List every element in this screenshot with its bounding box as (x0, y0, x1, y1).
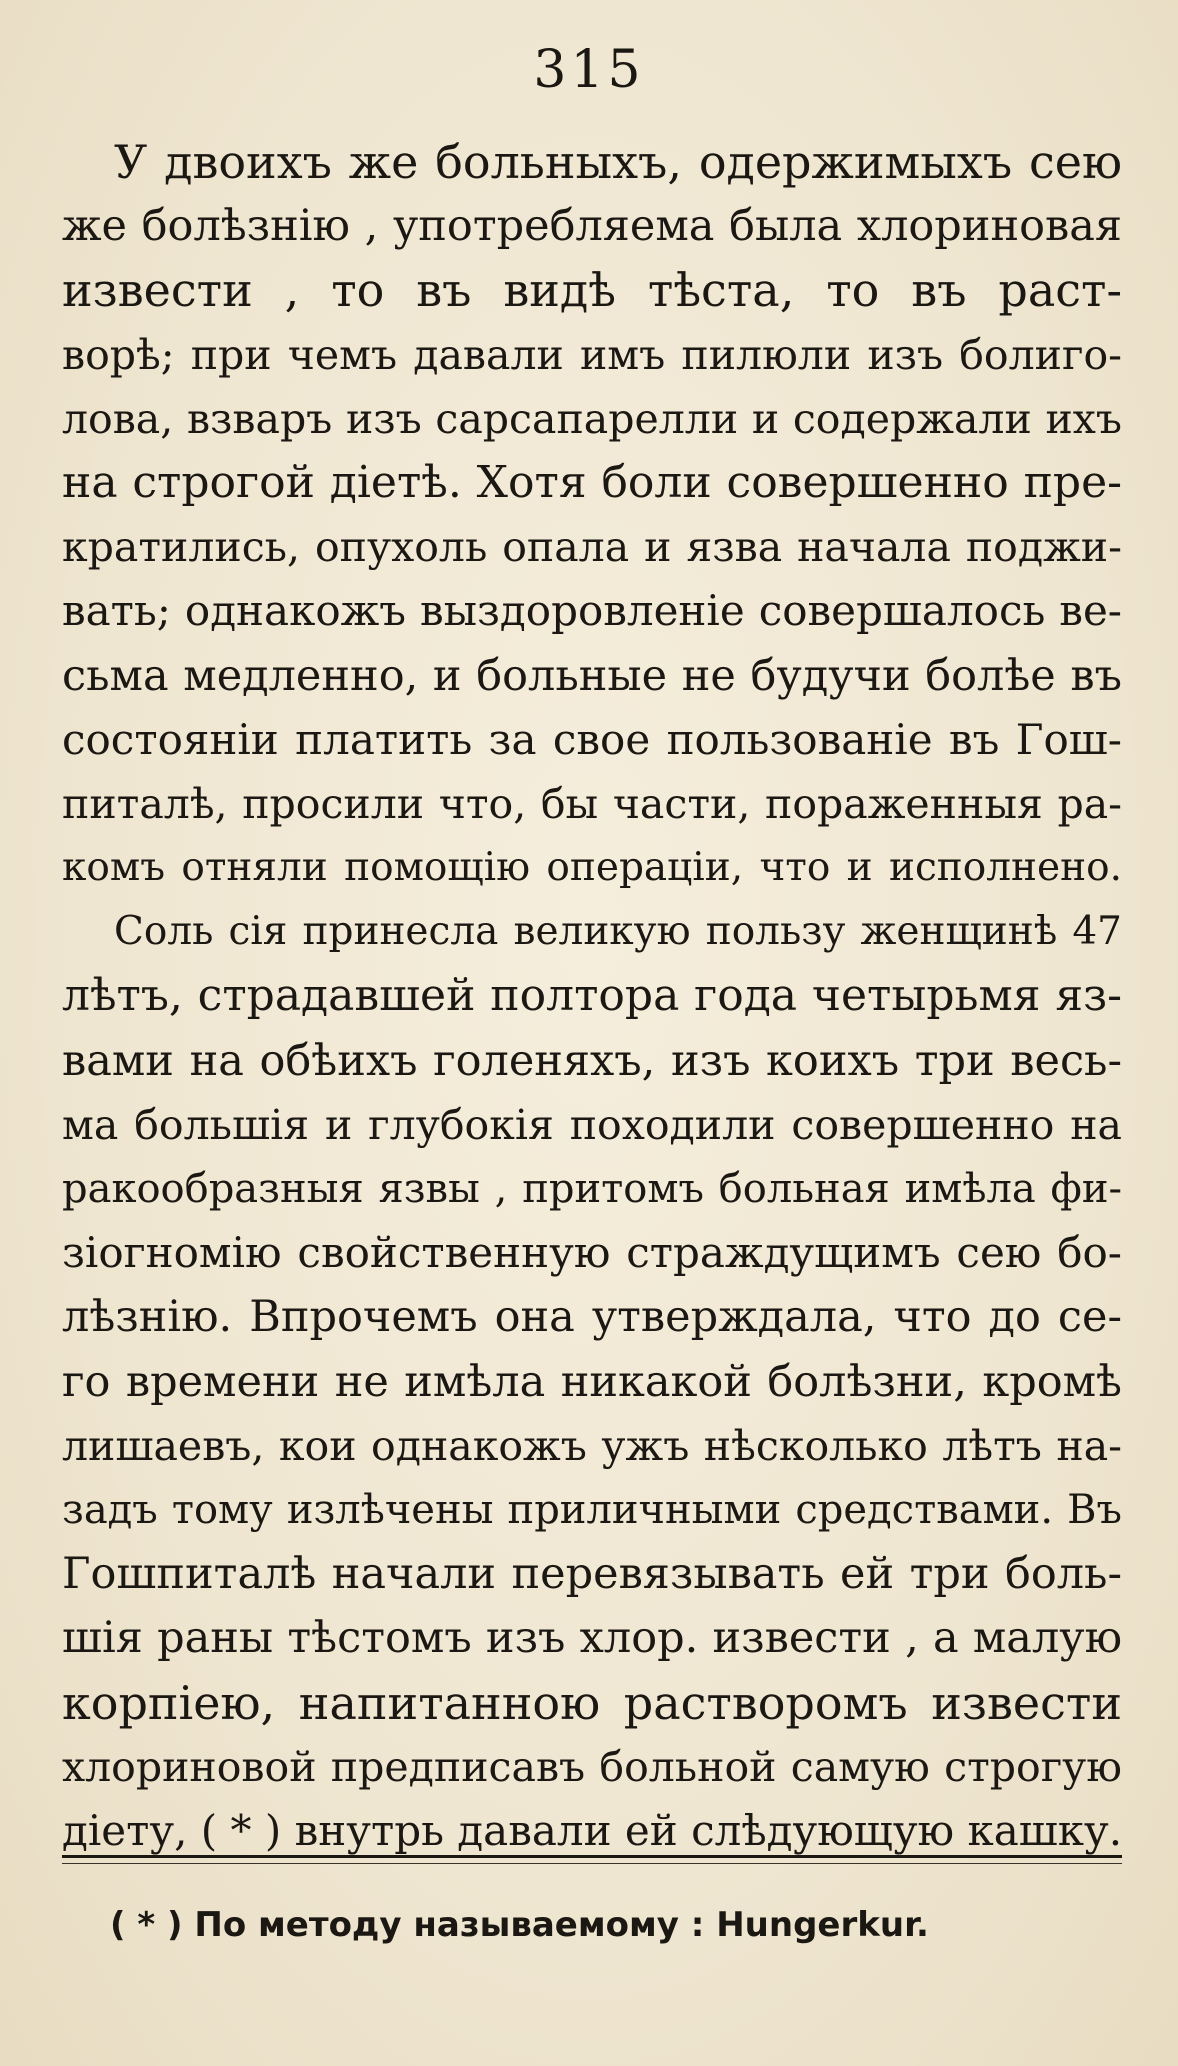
page-number: 315 (533, 40, 645, 100)
text-line: Гошпиталѣ начали перевязывать ей три боль- (62, 1549, 1122, 1600)
text-line: извести , то въ видѣ тѣста, то въ раст- (62, 263, 1122, 318)
text-line: ракообразныя язвы , притомъ больная имѣла фи- (62, 1166, 1122, 1212)
text-line: го времени не имѣла никакой болѣзни, кромѣ (62, 1356, 1122, 1407)
text-line: У двоихъ же больныхъ, одержимыхъ сею (114, 135, 1122, 189)
body-text (62, 130, 1122, 1863)
footnote-rule (62, 1855, 1122, 1858)
footnote: ( * ) По методу называемому : Hungerkur. (110, 1905, 929, 1945)
text-line: вать; однакожъ выздоровленіе совершалось ве- (62, 586, 1122, 636)
text-line: лѣтъ, страдавшей полтора года четырьмя яз- (62, 970, 1122, 1022)
text-line: лова, взваръ изъ сарсапарелли и содержали ихъ (62, 394, 1122, 443)
text-line: состояніи платить за свое пользованіе въ Гош- (62, 714, 1122, 764)
text-line: Соль сія принесла великую пользу женщинѣ 47 (114, 909, 1122, 955)
text-line: сьма медленно, и больные не будучи болѣе въ (62, 650, 1122, 701)
text-line: вами на обѣихъ голеняхъ, изъ коихъ три весь- (62, 1035, 1122, 1086)
text-line: задъ тому излѣчены приличными средствами. Въ (62, 1486, 1122, 1533)
footnote-rule-thin (62, 1863, 1122, 1864)
text-line: діету, ( * ) внутрь давали ей слѣдующую кашку. (62, 1805, 1122, 1855)
text-line: лишаевъ, кои однакожъ ужъ нѣсколько лѣтъ на- (62, 1421, 1122, 1470)
text-line: комъ отняли помощію операціи, что и исполнено. (62, 845, 1122, 891)
text-line: хлориновой предписавъ больной самую строгую (62, 1742, 1122, 1791)
text-line: корпіею, напитанною растворомъ извести (62, 1675, 1122, 1730)
text-line: питалѣ, просили что, бы части, пораженныя ра- (62, 779, 1122, 828)
text-line: лѣзнію. Впрочемъ она утверждала, что до се- (62, 1292, 1122, 1343)
text-line: ворѣ; при чемъ давали имъ пилюли изъ болиго- (62, 330, 1122, 379)
text-line: шія раны тѣстомъ изъ хлор. извести , а малую (62, 1613, 1122, 1664)
text-line: же болѣзнію , употребляема была хлориновая (62, 201, 1122, 252)
text-line: кратились, опухоль опала и язва начала поджи- (62, 523, 1122, 572)
text-line: ма большія и глубокія походили совершенно на (62, 1100, 1122, 1149)
text-line: зіогномію свойственную страждущимъ сею бо- (62, 1228, 1122, 1278)
text-line: на строгой діетѣ. Хотя боли совершенно пре- (62, 456, 1122, 508)
